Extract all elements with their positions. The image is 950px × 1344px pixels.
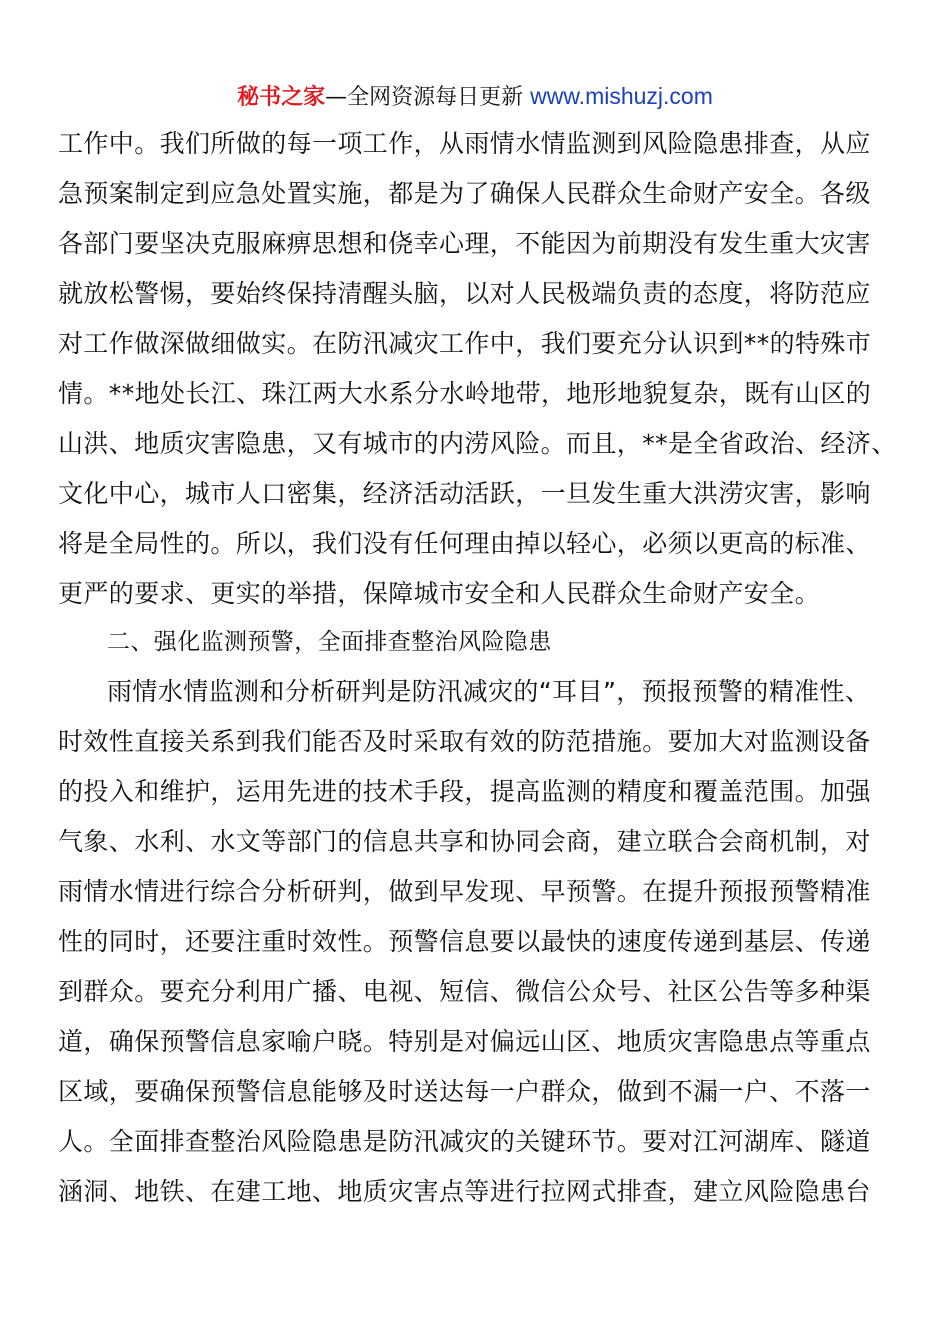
paragraph-first-line: 雨情水情监测和分析研判是防汛减灾的“耳目”，预报预警的精准性、	[107, 677, 871, 706]
body-text-line: 到群众。要充分利用广播、电视、短信、微信公众号、社区公告等多种渠	[58, 977, 871, 1006]
body-text-line: 道，确保预警信息家喻户晓。特别是对偏远山区、地质灾害隐患点等重点	[58, 1027, 871, 1056]
body-text-line: 雨情水情进行综合分析研判，做到早发现、早预警。在提升预报预警精准	[58, 877, 871, 906]
body-text-line: 急预案制定到应急处置实施，都是为了确保人民群众生命财产安全。各级	[58, 179, 871, 208]
header-tagline: —全网资源每日更新	[325, 85, 531, 110]
body-text-line: 气象、水利、水文等部门的信息共享和协同会商，建立联合会商机制，对	[58, 827, 871, 856]
body-text-line: 性的同时，还要注重时效性。预警信息要以最快的速度传递到基层、传递	[58, 927, 871, 956]
body-text-line: 更严的要求、更实的举措，保障城市安全和人民群众生命财产安全。	[58, 579, 821, 608]
header-url-link[interactable]: www.mishuzj.com	[530, 83, 713, 109]
body-text-line: 就放松警惕，要始终保持清醒头脑，以对人民极端负责的态度，将防范应	[58, 279, 871, 308]
body-text-line: 各部门要坚决克服麻痹思想和侥幸心理，不能因为前期没有发生重大灾害	[58, 229, 871, 258]
page-header	[0, 80, 950, 112]
body-text-line: 文化中心，城市人口密集，经济活动活跃，一旦发生重大洪涝灾害，影响	[58, 479, 871, 508]
body-text-line: 区域，要确保预警信息能够及时送达每一户群众，做到不漏一户、不落一	[58, 1077, 871, 1106]
body-text-line: 工作中。我们所做的每一项工作，从雨情水情监测到风险隐患排查，从应	[58, 129, 871, 158]
body-text-line: 对工作做深做细做实。在防汛减灾工作中，我们要充分认识到**的特殊市	[58, 329, 872, 358]
body-text-line: 情。**地处长江、珠江两大水系分水岭地带，地形地貌复杂，既有山区的	[58, 379, 872, 408]
body-text-line: 将是全局性的。所以，我们没有任何理由掉以轻心，必须以更高的标准、	[58, 529, 871, 558]
body-text-line: 的投入和维护，运用先进的技术手段，提高监测的精度和覆盖范围。加强	[58, 777, 871, 806]
body-text-line: 人。全面排查整治风险隐患是防汛减灾的关键环节。要对江河湖库、隧道	[58, 1127, 871, 1156]
section-heading: 二、强化监测预警，全面排查整治风险隐患	[107, 629, 552, 655]
body-text-line: 时效性直接关系到我们能否及时采取有效的防范措施。要加大对监测设备	[58, 727, 871, 756]
brand-name: 秘书之家	[237, 85, 326, 110]
body-text-line: 涵洞、地铁、在建工地、地质灾害点等进行拉网式排查，建立风险隐患台	[58, 1177, 871, 1206]
body-text-line: 山洪、地质灾害隐患，又有城市的内涝风险。而且，**是全省政治、经济、	[58, 429, 897, 458]
